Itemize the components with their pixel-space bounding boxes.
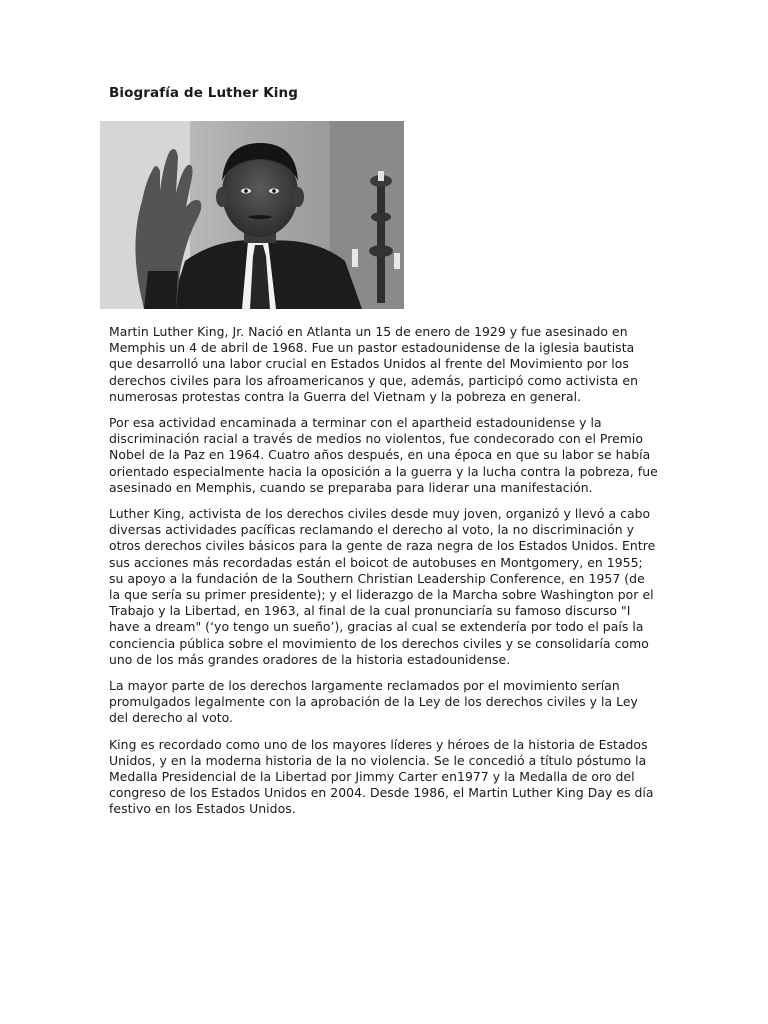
paragraph: King es recordado como uno de los mayores líderes y héroes de la historia de Estados Unidos, y en la moderna historia de la no violencia. Se le concedió a título póstumo la Medalla Presidencial de la Libertad por Jimmy Carter en1977 y la Medalla de oro del congreso de los Estados Unidos en 2004. Desde 1986, el Martin Luther King Day es día festivo en los Estados Unidos. (109, 736, 654, 817)
portrait-photo-icon (100, 121, 404, 309)
portrait-photo (100, 121, 404, 309)
document-title: Biografía de Luther King (109, 85, 299, 101)
paragraph: La mayor parte de los derechos largamente reclamados por el movimiento serían promulgados legalmente con la aprobación de la Ley de los derechos civiles y la Ley del derecho al voto. (109, 678, 638, 726)
document-body (109, 324, 659, 828)
paragraph: Por esa actividad encaminada a terminar con el apartheid estadounidense y la discriminación racial a través de medios no violentos, fue condecorado con el Premio Nobel de la Paz en 1964. Cuatro años después, en una época en que su labor se había orientado especialmente hacia la oposición a la guerra y la lucha contra la pobreza, fue asesinado en Memphis, cuando se preparaba para liderar una manifestación. (109, 415, 658, 495)
paragraph: Luther King, activista de los derechos civiles desde muy joven, organizó y llevó a cabo diversas actividades pacíficas reclamando el derecho al voto, la no discriminación y otros derechos civiles básicos para la gente de raza negra de los Estados Unidos. Entre sus acciones más recordadas están el boicot de autobuses en Montgomery, en 1955; su apoyo a la fundación de la Southern Christian Leadership Conference, en 1957 (de la que sería su primer presidente); y el liderazgo de la Marcha sobre Washington por el Trabajo y la Libertad, en 1963, al final de la cual pronunciaría su famoso discurso "I have a dream" (‘yo tengo un sueño’), gracias al cual se extendería por todo el país la conciencia pública sobre el movimiento de los derechos civiles y se consolidaría como uno de los más grandes oradores de la historia estadounidense. (109, 506, 656, 667)
paragraph: Martin Luther King, Jr. Nació en Atlanta un 15 de enero de 1929 y fue asesinado en Memphis un 4 de abril de 1968. Fue un pastor estadounidense de la iglesia bautista que desarrolló una labor crucial en Estados Unidos al frente del Movimiento por los derechos civiles para los afroamericanos y que, además, participó como activista en numerosas protestas contra la Guerra del Vietnam y la pobreza en general. (109, 324, 638, 404)
